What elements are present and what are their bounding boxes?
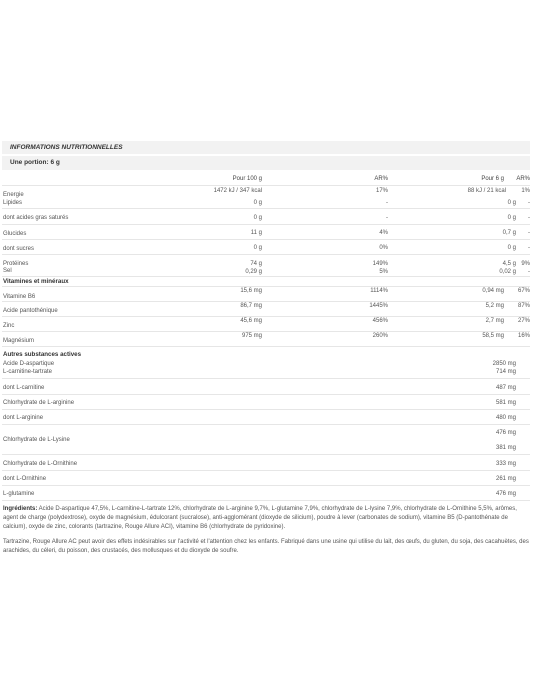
row-divider bbox=[2, 208, 530, 209]
row-label: L-glutamine bbox=[3, 491, 35, 497]
row-ar: - bbox=[386, 215, 388, 221]
row-ar: 5% bbox=[379, 269, 388, 275]
row-label: Chlorhydrate de L-Lysine bbox=[3, 437, 70, 443]
row-label: Lipides bbox=[3, 200, 23, 206]
row-per100: 15,6 mg bbox=[240, 288, 262, 294]
header-per6: Pour 6 g bbox=[481, 176, 504, 182]
row-label: Glucides bbox=[3, 231, 27, 237]
ingredients-text: Acide D-aspartique 47,5%, L-carnitine-L-tartrate 12%, chlorhydrate de L-arginine 9,7%, L-glutamine 7,9%, chlorhydrate de L-lysine 7,9%, chlorhydrate de L-Ornithine 5,5%, arômes, agent de charge (polydextrose), oxyde de magnésium, édulcorant (sucralose), anti-agglomérant (dioxyde de silicium), poudre à lever (carbonates de sodium), vitamine B5 (D-pantothénate de calcium), oxyde de zinc, colorants (tartrazine, Rouge Allure ACI), vitamine B6 (chlorhydrate de pyridoxine). bbox=[3, 506, 517, 530]
row-per6: 0 g bbox=[507, 200, 516, 206]
row-ar6: 1% bbox=[521, 188, 530, 194]
row-per6: 480 mg bbox=[495, 415, 516, 421]
row-divider bbox=[2, 470, 530, 471]
row-per6: 487 mg bbox=[495, 385, 516, 391]
row-label: Vitamine B6 bbox=[3, 294, 36, 300]
row-per100: 86,7 mg bbox=[240, 303, 262, 309]
row-per6: 5,2 mg bbox=[485, 303, 504, 309]
row-per100: 0 g bbox=[253, 215, 262, 221]
row-ar6: 9% bbox=[521, 261, 530, 267]
section-title: INFORMATIONS NUTRITIONNELLES bbox=[10, 144, 123, 151]
row-divider bbox=[2, 378, 530, 379]
portion-label: Une portion: 6 g bbox=[10, 159, 60, 166]
row-per6: 0,7 g bbox=[502, 230, 516, 236]
row-per6: 381 mg bbox=[495, 445, 516, 451]
row-ar6: 27% bbox=[517, 318, 530, 324]
header-per100: Pour 100 g bbox=[232, 176, 262, 182]
row-divider bbox=[2, 239, 530, 240]
header-ar6: AR% bbox=[516, 176, 530, 182]
row-per100: 1472 kJ / 347 kcal bbox=[213, 188, 262, 194]
row-ar: 17% bbox=[375, 188, 388, 194]
row-per6: 476 mg bbox=[495, 491, 516, 497]
row-per100: 45,6 mg bbox=[240, 318, 262, 324]
row-ar: 4% bbox=[379, 230, 388, 236]
row-per100: 0,29 g bbox=[245, 269, 262, 275]
allergen-warning: Tartrazine, Rouge Allure AC peut avoir des effets indésirables sur l'activité et l'attention chez les enfants. Fabriqué dans une usine qui utilise du lait, des œufs, du gluten, du soja, des cacahuètes, des arachides, du céleri, du poisson, des crustacés, des mollusques et du dioxyde de soufre. bbox=[3, 539, 529, 554]
row-ar6: 87% bbox=[517, 303, 530, 309]
row-label: Zinc bbox=[3, 323, 15, 329]
row-divider bbox=[2, 394, 530, 395]
row-label: dont acides gras saturés bbox=[3, 215, 69, 221]
vitamins-heading: Vitamines et minéraux bbox=[3, 278, 69, 285]
row-label: Magnésium bbox=[3, 338, 35, 344]
row-per6: 0,94 mg bbox=[482, 288, 504, 294]
row-ar: 260% bbox=[372, 333, 388, 339]
row-ar6: - bbox=[528, 215, 530, 221]
row-per100: 74 g bbox=[250, 261, 262, 267]
row-ar6: - bbox=[528, 200, 530, 206]
row-per100: 975 mg bbox=[241, 333, 262, 339]
row-per100: 0 g bbox=[253, 245, 262, 251]
row-ar6: - bbox=[528, 245, 530, 251]
row-label: dont L-arginine bbox=[3, 415, 44, 421]
row-ar: 1114% bbox=[370, 288, 388, 294]
row-divider bbox=[2, 254, 530, 255]
row-label: Chlorhydrate de L-Ornithine bbox=[3, 461, 78, 467]
row-ar: 149% bbox=[372, 261, 388, 267]
row-ar6: 16% bbox=[517, 333, 530, 339]
row-divider bbox=[2, 224, 530, 225]
header-divider bbox=[2, 185, 530, 186]
row-per6: 2850 mg bbox=[492, 361, 516, 367]
row-divider bbox=[2, 454, 530, 455]
row-per6: 2,7 mg bbox=[485, 318, 504, 324]
ingredients-label: Ingrédients: bbox=[3, 506, 38, 512]
header-ar: AR% bbox=[374, 176, 388, 182]
row-ar: - bbox=[386, 200, 388, 206]
row-label: dont L-Ornithine bbox=[3, 476, 47, 482]
row-ar6: 67% bbox=[517, 288, 530, 294]
other-heading: Autres substances actives bbox=[3, 351, 82, 358]
row-divider bbox=[2, 409, 530, 410]
row-ar: 1445% bbox=[369, 303, 388, 309]
row-per6: 0 g bbox=[507, 215, 516, 221]
row-divider bbox=[2, 485, 530, 486]
row-divider bbox=[2, 276, 530, 277]
row-ar: 0% bbox=[379, 245, 388, 251]
row-ar: 456% bbox=[372, 318, 388, 324]
row-ar6: - bbox=[528, 269, 530, 275]
row-label: dont L-carnitine bbox=[3, 385, 45, 391]
row-per6: 4,5 g bbox=[502, 261, 516, 267]
row-label: dont sucres bbox=[3, 246, 35, 252]
row-per100: 11 g bbox=[250, 230, 262, 236]
row-label: Acide D-aspartique bbox=[3, 361, 55, 367]
ingredients bbox=[3, 505, 529, 532]
row-label: Sel bbox=[3, 268, 12, 274]
row-label: L-carnitine-tartrate bbox=[3, 369, 53, 375]
row-per6: 58,5 mg bbox=[482, 333, 504, 339]
row-label: Acide pantothénique bbox=[3, 308, 58, 314]
row-per6: 476 mg bbox=[495, 430, 516, 436]
row-per6: 714 mg bbox=[495, 369, 516, 375]
row-per6: 0 g bbox=[507, 245, 516, 251]
row-per6: 261 mg bbox=[495, 476, 516, 482]
row-per100: 0 g bbox=[253, 200, 262, 206]
row-divider bbox=[2, 424, 530, 425]
row-ar6: - bbox=[528, 230, 530, 236]
row-per6: 581 mg bbox=[495, 400, 516, 406]
row-per6: 88 kJ / 21 kcal bbox=[467, 188, 506, 194]
row-label: Chlorhydrate de L-arginine bbox=[3, 400, 75, 406]
row-divider bbox=[2, 500, 530, 501]
row-label: Protéines bbox=[3, 261, 29, 267]
portion-band bbox=[2, 156, 530, 170]
row-divider bbox=[2, 346, 530, 347]
row-per6: 333 mg bbox=[495, 461, 516, 467]
row-per6: 0,02 g bbox=[499, 269, 516, 275]
row-label: Energie bbox=[3, 192, 24, 198]
